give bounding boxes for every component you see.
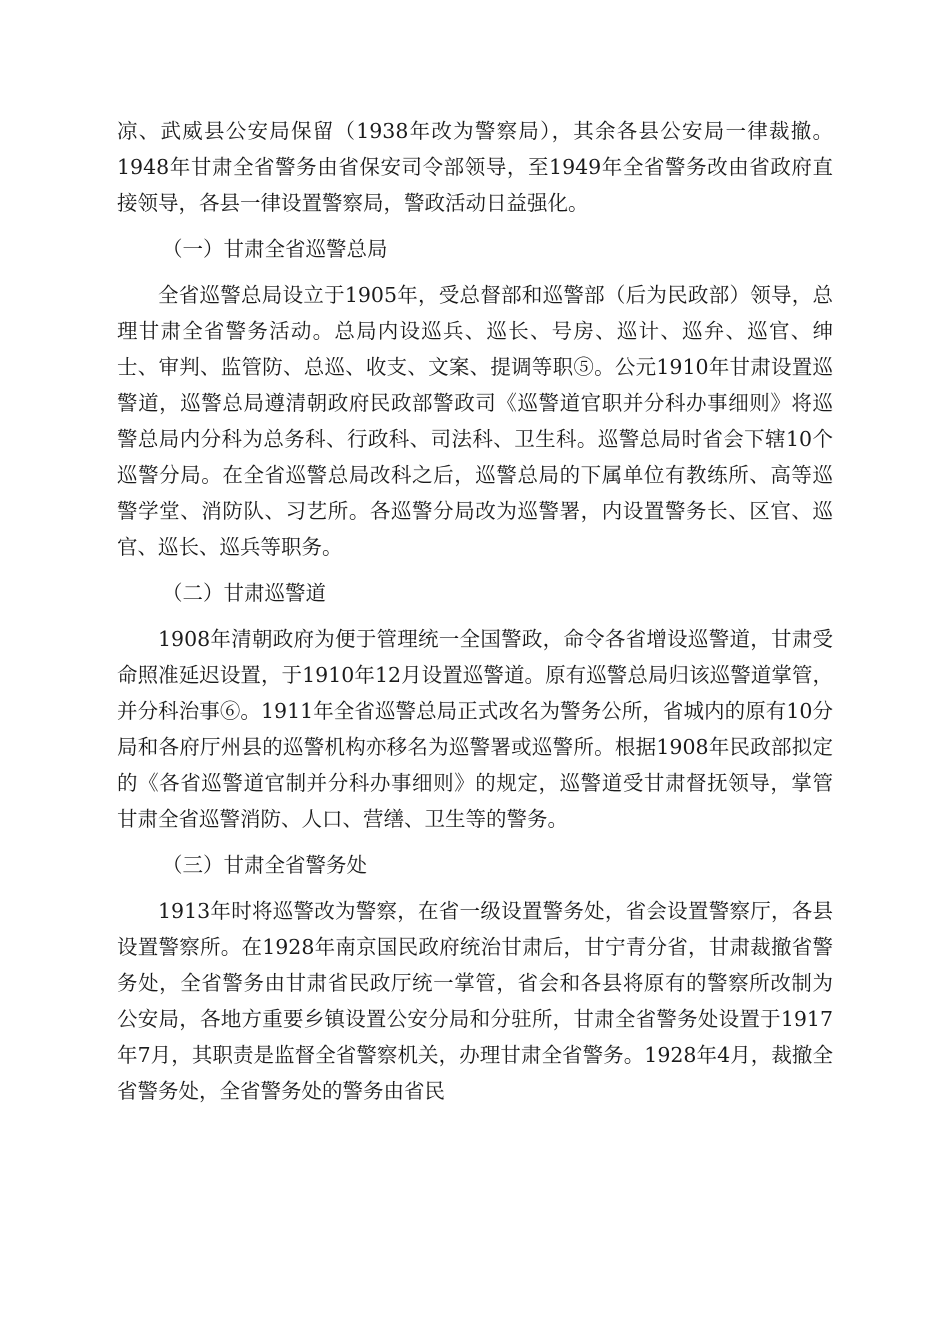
- section-heading-patrol-police-circuit: （二）甘肃巡警道: [162, 581, 326, 605]
- paragraph-patrol-police-general-bureau: 全省巡警总局设立于1905年，受总督部和巡警部（后为民政部）领导，总理甘肃全省警务活动。总局内设巡兵、巡长、号房、巡计、巡弁、巡官、绅士、审判、监管防、总巡、收支、文案、提调等职⑤。公元1910年甘肃设置巡警道，巡警总局遵清朝政府民政部警政司《巡警道官职并分科办事细则》将巡警总局内分科为总务科、行政科、司法科、卫生科。巡警总局时省会下辖10个巡警分局。在全省巡警总局改科之后，巡警总局的下属单位有教练所、高等巡警学堂、消防队、习艺所。各巡警分局改为巡警署，内设置警务长、区官、巡官、巡长、巡兵等职务。: [117, 283, 833, 559]
- paragraph-police-bureau-overview: 凉、武威县公安局保留（1938年改为警察局），其余各县公安局一律裁撤。1948年甘肃全省警务由省保安司令部领导，至1949年全省警务改由省政府直接领导，各县一律设置警察局，警政活动日益强化。: [117, 119, 833, 215]
- section-heading-police-affairs-office: （三）甘肃全省警务处: [162, 853, 367, 877]
- paragraph-police-affairs-office: 1913年时将巡警改为警察，在省一级设置警务处，省会设置警察厅，各县设置警察所。在1928年南京国民政府统治甘肃后，甘宁青分省，甘肃裁撤省警务处，全省警务由甘肃省民政厅统一掌管，省会和各县将原有的警察所改制为公安局，各地方重要乡镇设置公安分局和分驻所，甘肃全省警务处设置于1917年7月，其职责是监督全省警察机关，办理甘肃全省警务。1928年4月，裁撤全省警务处，全省警务处的警务由省民: [117, 899, 833, 1103]
- document-body: [117, 113, 833, 1119]
- paragraph-patrol-police-circuit: 1908年清朝政府为便于管理统一全国警政，命令各省增设巡警道，甘肃受命照准延迟设置，于1910年12月设置巡警道。原有巡警总局归该巡警道掌管，并分科治事⑥。1911年全省巡警总局正式改名为警务公所，省城内的原有10分局和各府厅州县的巡警机构亦移名为巡警署或巡警所。根据1908年民政部拟定的《各省巡警道官制并分科办事细则》的规定，巡警道受甘肃督抚领导，掌管甘肃全省巡警消防、人口、营缮、卫生等的警务。: [117, 627, 833, 831]
- section-heading-patrol-police-general-bureau: （一）甘肃全省巡警总局: [162, 237, 388, 261]
